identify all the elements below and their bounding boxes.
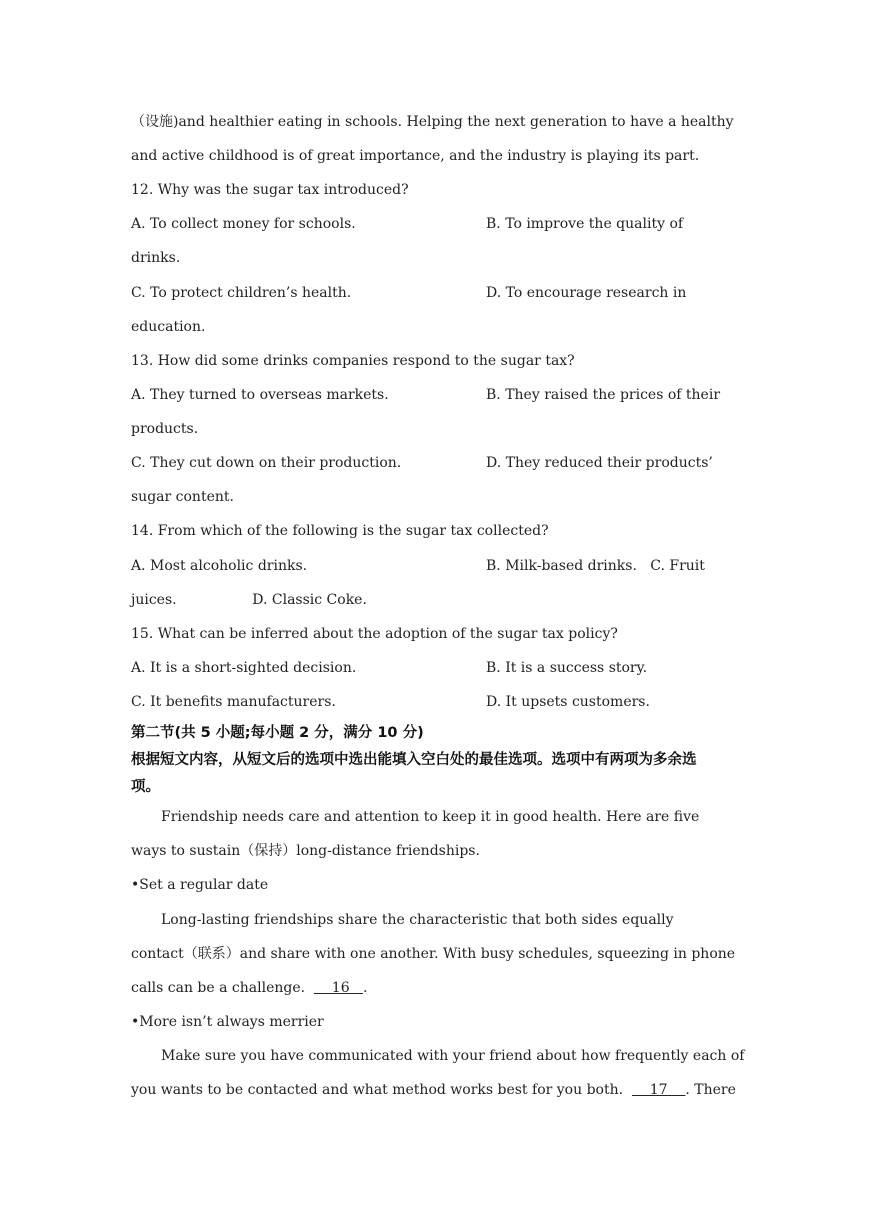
question-15-stem: 15. What can be inferred about the adoption of the sugar tax policy? — [131, 626, 618, 642]
question-13-option-d: D. They reduced their products’ — [486, 455, 713, 471]
bullet-heading-1: •Set a regular date — [131, 877, 269, 893]
question-13-stem: 13. How did some drinks companies respond to the sugar tax? — [131, 353, 575, 369]
passage-p3-line-2-text: you wants to be contacted and what method works best for you both. — [131, 1082, 632, 1098]
section-2-heading: 第二节(共 5 小题;每小题 2 分，满分 10 分) — [131, 725, 424, 741]
passage-p2-line-3-end: . — [362, 980, 368, 996]
passage-p1-line-1: Friendship needs care and attention to keep it in good health. Here are five — [161, 809, 700, 825]
question-14-stem: 14. From which of the following is the sugar tax collected? — [131, 523, 549, 539]
blank-17: 17 — [631, 1082, 686, 1098]
question-13-option-d-cont: sugar content. — [131, 489, 234, 505]
section-2-instruction-line-2: 项。 — [131, 779, 160, 795]
passage-p2-line-3 — [131, 979, 367, 997]
section-2-instruction-line-1: 根据短文内容，从短文后的选项中选出能填入空白处的最佳选项。选项中有两项为多余选 — [131, 752, 697, 768]
question-13-option-a: A. They turned to overseas markets. — [131, 387, 389, 403]
question-13-option-b: B. They raised the prices of their — [486, 387, 721, 403]
question-15-option-c: C. It benefits manufacturers. — [131, 694, 336, 710]
question-12-option-b-cont: drinks. — [131, 250, 181, 266]
question-13-option-b-cont: products. — [131, 421, 199, 437]
intro-line-1: （设施)and healthier eating in schools. Helping the next generation to have a healthy — [131, 114, 734, 130]
passage-p2-line-2: contact（联系）and share with one another. With busy schedules, squeezing in phone — [131, 946, 736, 962]
question-13-option-c: C. They cut down on their production. — [131, 455, 402, 471]
question-12-option-b: B. To improve the quality of — [486, 216, 684, 232]
question-15-option-d: D. It upsets customers. — [486, 694, 650, 710]
question-15-option-a: A. It is a short-sighted decision. — [131, 660, 357, 676]
blank-16: 16 — [313, 980, 363, 996]
question-15-option-b: B. It is a success story. — [486, 660, 648, 676]
bullet-heading-2: •More isn’t always merrier — [131, 1014, 324, 1030]
passage-p1-line-2: ways to sustain（保持）long-distance friendships. — [131, 843, 480, 859]
passage-p2-line-1: Long-lasting friendships share the characteristic that both sides equally — [161, 912, 674, 928]
passage-p3-line-2 — [131, 1081, 736, 1099]
question-12-option-c: C. To protect children’s health. — [131, 285, 352, 301]
question-12-option-a: A. To collect money for schools. — [131, 216, 356, 232]
passage-p2-line-3-text: calls can be a challenge. — [131, 980, 314, 996]
intro-line-2: and active childhood is of great importance, and the industry is playing its part. — [131, 148, 700, 164]
passage-p3-line-2-end: . There — [685, 1082, 736, 1098]
question-12-option-d: D. To encourage research in — [486, 285, 687, 301]
passage-p3-line-1: Make sure you have communicated with your friend about how frequently each of — [161, 1048, 745, 1064]
question-14-option-a: A. Most alcoholic drinks. — [131, 558, 308, 574]
question-12-option-d-cont: education. — [131, 319, 206, 335]
question-12-stem: 12. Why was the sugar tax introduced? — [131, 182, 409, 198]
question-14-option-c-d: juices. D. Classic Coke. — [131, 592, 367, 608]
question-14-option-b: B. Milk-based drinks. C. Fruit — [486, 558, 705, 574]
